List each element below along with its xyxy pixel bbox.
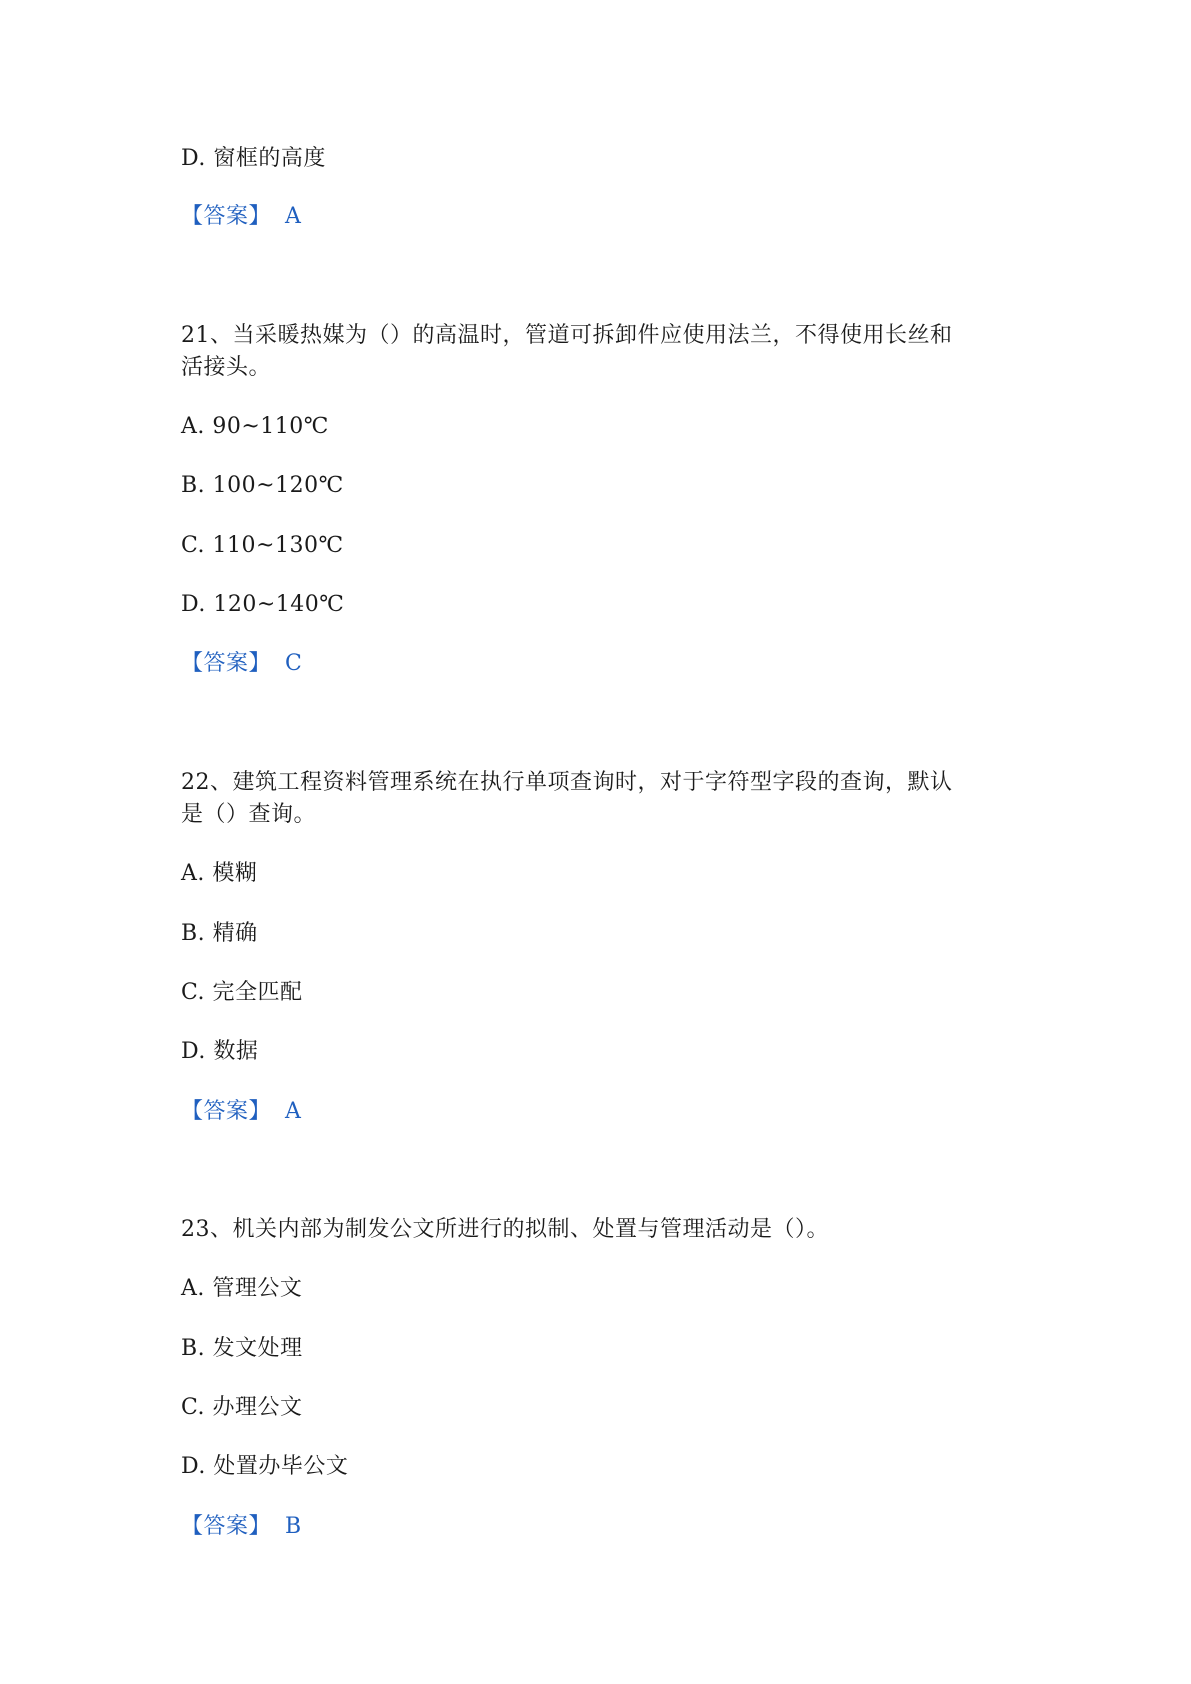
option-b: B. 发文处理 bbox=[181, 1336, 303, 1361]
option-a: A. 模糊 bbox=[181, 861, 258, 886]
answer-label: 【答案】 bbox=[181, 1514, 272, 1539]
answer-label: 【答案】 bbox=[181, 204, 272, 229]
answer-label: 【答案】 bbox=[181, 651, 272, 676]
option-d: D. 处置办毕公文 bbox=[181, 1454, 349, 1479]
answer-value: A bbox=[285, 1099, 302, 1124]
question-text: 活接头。 bbox=[181, 355, 272, 380]
option-c: C. 办理公文 bbox=[181, 1395, 303, 1420]
option-b: B. 100~120℃ bbox=[181, 473, 344, 498]
question-text: 是（）查询。 bbox=[181, 802, 317, 827]
answer-value: B bbox=[285, 1514, 302, 1539]
option-a: A. 90~110℃ bbox=[181, 414, 329, 439]
option-c: C. 110~130℃ bbox=[181, 533, 344, 558]
option-c: C. 完全匹配 bbox=[181, 980, 303, 1005]
question-text: 21、当采暖热媒为（）的高温时，管道可拆卸件应使用法兰，不得使用长丝和 bbox=[181, 323, 953, 348]
question-text: 22、建筑工程资料管理系统在执行单项查询时，对于字符型字段的查询，默认 bbox=[181, 770, 953, 795]
answer-value: C bbox=[285, 651, 303, 676]
option-d: D. 窗框的高度 bbox=[181, 146, 326, 171]
answer-line bbox=[181, 1511, 302, 1543]
option-d: D. 120~140℃ bbox=[181, 592, 345, 617]
option-a: A. 管理公文 bbox=[181, 1276, 303, 1301]
answer-line bbox=[181, 201, 301, 233]
option-b: B. 精确 bbox=[181, 921, 258, 946]
answer-label: 【答案】 bbox=[181, 1099, 272, 1124]
answer-line bbox=[181, 1096, 301, 1128]
answer-value: A bbox=[285, 204, 302, 229]
option-d: D. 数据 bbox=[181, 1039, 259, 1064]
question-text: 23、机关内部为制发公文所进行的拟制、处置与管理活动是（）。 bbox=[181, 1217, 829, 1242]
answer-line bbox=[181, 648, 302, 680]
